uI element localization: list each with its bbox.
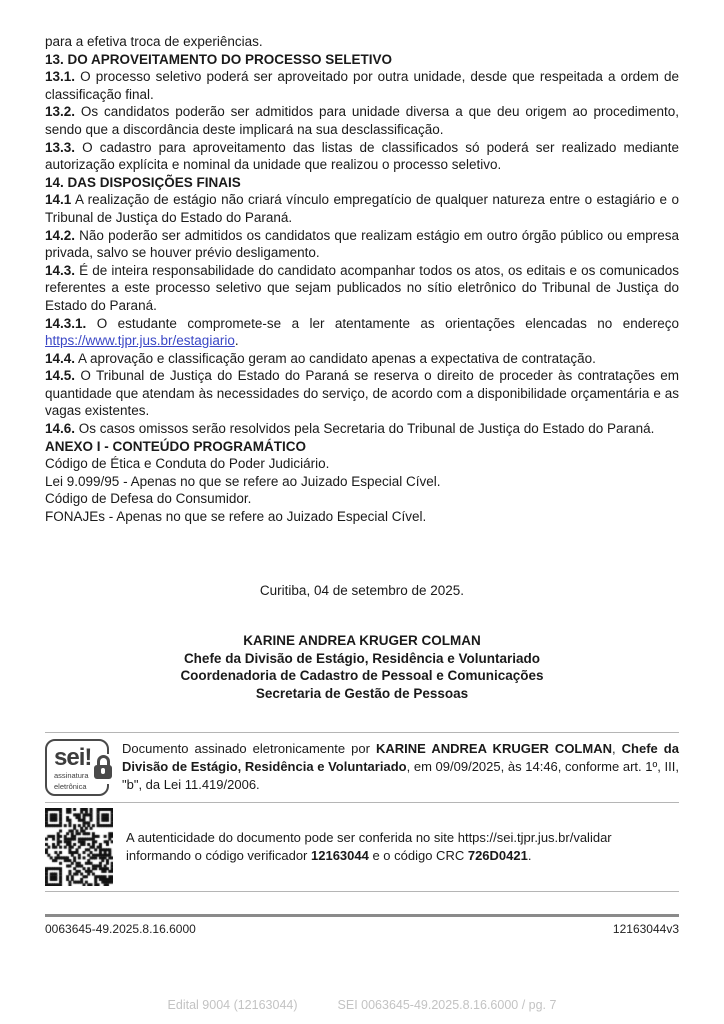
text-segment: 14. DAS DISPOSIÇÕES FINAIS bbox=[45, 174, 241, 190]
section-heading bbox=[45, 174, 679, 192]
text-segment: ANEXO I - CONTEÚDO PROGRAMÁTICO bbox=[45, 438, 307, 454]
text-segment: 14.6. bbox=[45, 421, 76, 437]
inline-link[interactable]: https://www.tjpr.jus.br/estagiario bbox=[45, 333, 235, 349]
padlock-icon bbox=[91, 754, 115, 784]
edital-reference: Edital 9004 (12163044) bbox=[167, 998, 298, 1012]
text-segment: para a efetiva troca de experiências. bbox=[45, 34, 263, 49]
text-segment: Não poderão ser admitidos os candidatos que realizam estágio em outro órgão público ou empresa privada, salvo se houver prévio desligamento. bbox=[45, 227, 679, 261]
text-segment: Os casos omissos serão resolvidos pela Secretaria do Tribunal de Justiça do Estado do Paraná. bbox=[75, 421, 655, 437]
section-heading bbox=[45, 438, 679, 456]
signature-text bbox=[122, 740, 679, 794]
document-version: 12163044v3 bbox=[612, 921, 679, 936]
paragraph bbox=[45, 367, 679, 420]
page-footer bbox=[0, 998, 724, 1012]
text-segment: 13.2. bbox=[45, 104, 76, 120]
paragraph bbox=[45, 68, 679, 103]
text-segment: . bbox=[527, 847, 532, 863]
dateline: Curitiba, 04 de setembro de 2025. bbox=[259, 582, 465, 598]
text-segment: É de inteira responsabilidade do candidato acompanhar todos os atos, os editais e os comunicados referentes a este processo seletivo que sejam publicados no sítio eletrônico do Tribunal de Justiça do Estado do Paraná. bbox=[45, 262, 679, 313]
text-segment: Lei 9.099/95 - Apenas no que se refere ao Juizado Especial Cível. bbox=[45, 473, 441, 489]
paragraph bbox=[45, 350, 679, 368]
process-number: 0063645-49.2025.8.16.6000 bbox=[45, 921, 196, 936]
paragraph bbox=[45, 455, 679, 473]
reference-bar bbox=[45, 922, 679, 936]
paragraph bbox=[45, 315, 679, 350]
text-segment: 726D0421 bbox=[467, 847, 528, 863]
paragraph bbox=[45, 420, 679, 438]
text-line: KARINE ANDREA KRUGER COLMAN bbox=[243, 633, 481, 649]
footer-divider bbox=[45, 914, 679, 917]
text-segment: O cadastro para aproveitamento das listas de classificados só poderá ser realizado mediante autorização explícita e nominal da unidade que realizou o processo seletivo. bbox=[45, 139, 679, 173]
text-segment: e o código CRC bbox=[368, 847, 468, 863]
paragraph bbox=[45, 473, 679, 491]
text-segment: Chefe da Divisão de Estágio, Residência e Voluntariado bbox=[122, 741, 679, 775]
paragraph bbox=[45, 33, 679, 51]
text-segment: A autenticidade do documento pode ser conferida no site https://sei.tjpr.jus.br/validar informando o código verificador bbox=[126, 829, 612, 863]
text-line: Secretaria de Gestão de Pessoas bbox=[255, 686, 469, 701]
text-segment: O Tribunal de Justiça do Estado do Paraná se reserva o direito de proceder às contratações em quantidade que atendam às necessidades do serviço, de acordo com a disponibilidade orçamentária e as vagas existentes. bbox=[45, 368, 679, 419]
text-segment: . bbox=[234, 333, 239, 349]
text-segment: 14.3. bbox=[45, 262, 76, 278]
sei-logo-word: sei! bbox=[54, 743, 92, 771]
text-segment: A aprovação e classificação geram ao candidato apenas a expectativa de contratação. bbox=[75, 350, 596, 366]
text-segment: 13. DO APROVEITAMENTO DO PROCESSO SELETIVO bbox=[45, 51, 393, 67]
text-segment: Código de Ética e Conduta do Poder Judiciário. bbox=[45, 456, 330, 472]
signature-row bbox=[45, 732, 679, 802]
validation-text bbox=[126, 829, 679, 865]
paragraph bbox=[45, 103, 679, 138]
text-segment: O estudante compromete-se a ler atentamente as orientações elencadas no endereço bbox=[86, 315, 679, 331]
text-segment: 13.1. bbox=[45, 69, 76, 85]
validation-row bbox=[45, 802, 679, 892]
text-segment: 14.2. bbox=[45, 227, 76, 243]
sei-logo-subtitle-line2: eletrônica bbox=[54, 781, 87, 791]
paragraph bbox=[45, 490, 679, 508]
signature-section bbox=[0, 732, 724, 892]
paragraph bbox=[45, 139, 679, 174]
text-segment: 12163044 bbox=[311, 847, 369, 863]
text-segment: FONAJEs - Apenas no que se refere ao Juizado Especial Cível. bbox=[45, 509, 427, 525]
signatory-block bbox=[0, 632, 724, 702]
text-segment: KARINE ANDREA KRUGER COLMAN bbox=[375, 741, 612, 757]
text-segment: , em 09/09/2025, às 14:46, conforme art. 1º, III, "b", da Lei 11.419/2006. bbox=[122, 759, 679, 793]
text-segment: Código de Defesa do Consumidor. bbox=[45, 491, 252, 507]
paragraph bbox=[45, 262, 679, 315]
sei-logo bbox=[45, 739, 109, 796]
text-segment: Documento assinado eletronicamente por bbox=[122, 741, 376, 757]
text-segment: 14.3.1. bbox=[45, 315, 87, 331]
text-line: Coordenadoria de Cadastro de Pessoal e Comunicações bbox=[180, 668, 544, 684]
text-segment: 14.5. bbox=[45, 368, 76, 384]
text-segment: 14.1 bbox=[45, 192, 72, 208]
paragraph bbox=[45, 227, 679, 262]
text-segment: Os candidatos poderão ser admitidos para unidade diversa a que deu origem ao procedimento, sendo que a discordância deste implicará na sua desclassificação. bbox=[45, 104, 679, 137]
text-segment: 13.3. bbox=[45, 139, 76, 155]
text-segment: , bbox=[611, 741, 622, 757]
qr-code bbox=[45, 808, 113, 886]
section-heading bbox=[45, 51, 679, 69]
paragraph bbox=[45, 191, 679, 226]
sei-page-reference: SEI 0063645-49.2025.8.16.6000 / pg. 7 bbox=[337, 998, 557, 1012]
sei-logo-subtitle-line1: assinatura bbox=[54, 770, 89, 780]
text-segment: O processo seletivo poderá ser aproveitado por outra unidade, desde que respeitada a ordem de classificação final. bbox=[45, 69, 679, 102]
text-segment: A realização de estágio não criará vínculo empregatício de qualquer natureza entre o estagiário e o Tribunal de Justiça do Estado do Paraná. bbox=[45, 192, 679, 225]
paragraph bbox=[45, 508, 679, 526]
text-line: Chefe da Divisão de Estágio, Residência e Voluntariado bbox=[183, 650, 541, 666]
text-segment: 14.4. bbox=[45, 350, 76, 366]
